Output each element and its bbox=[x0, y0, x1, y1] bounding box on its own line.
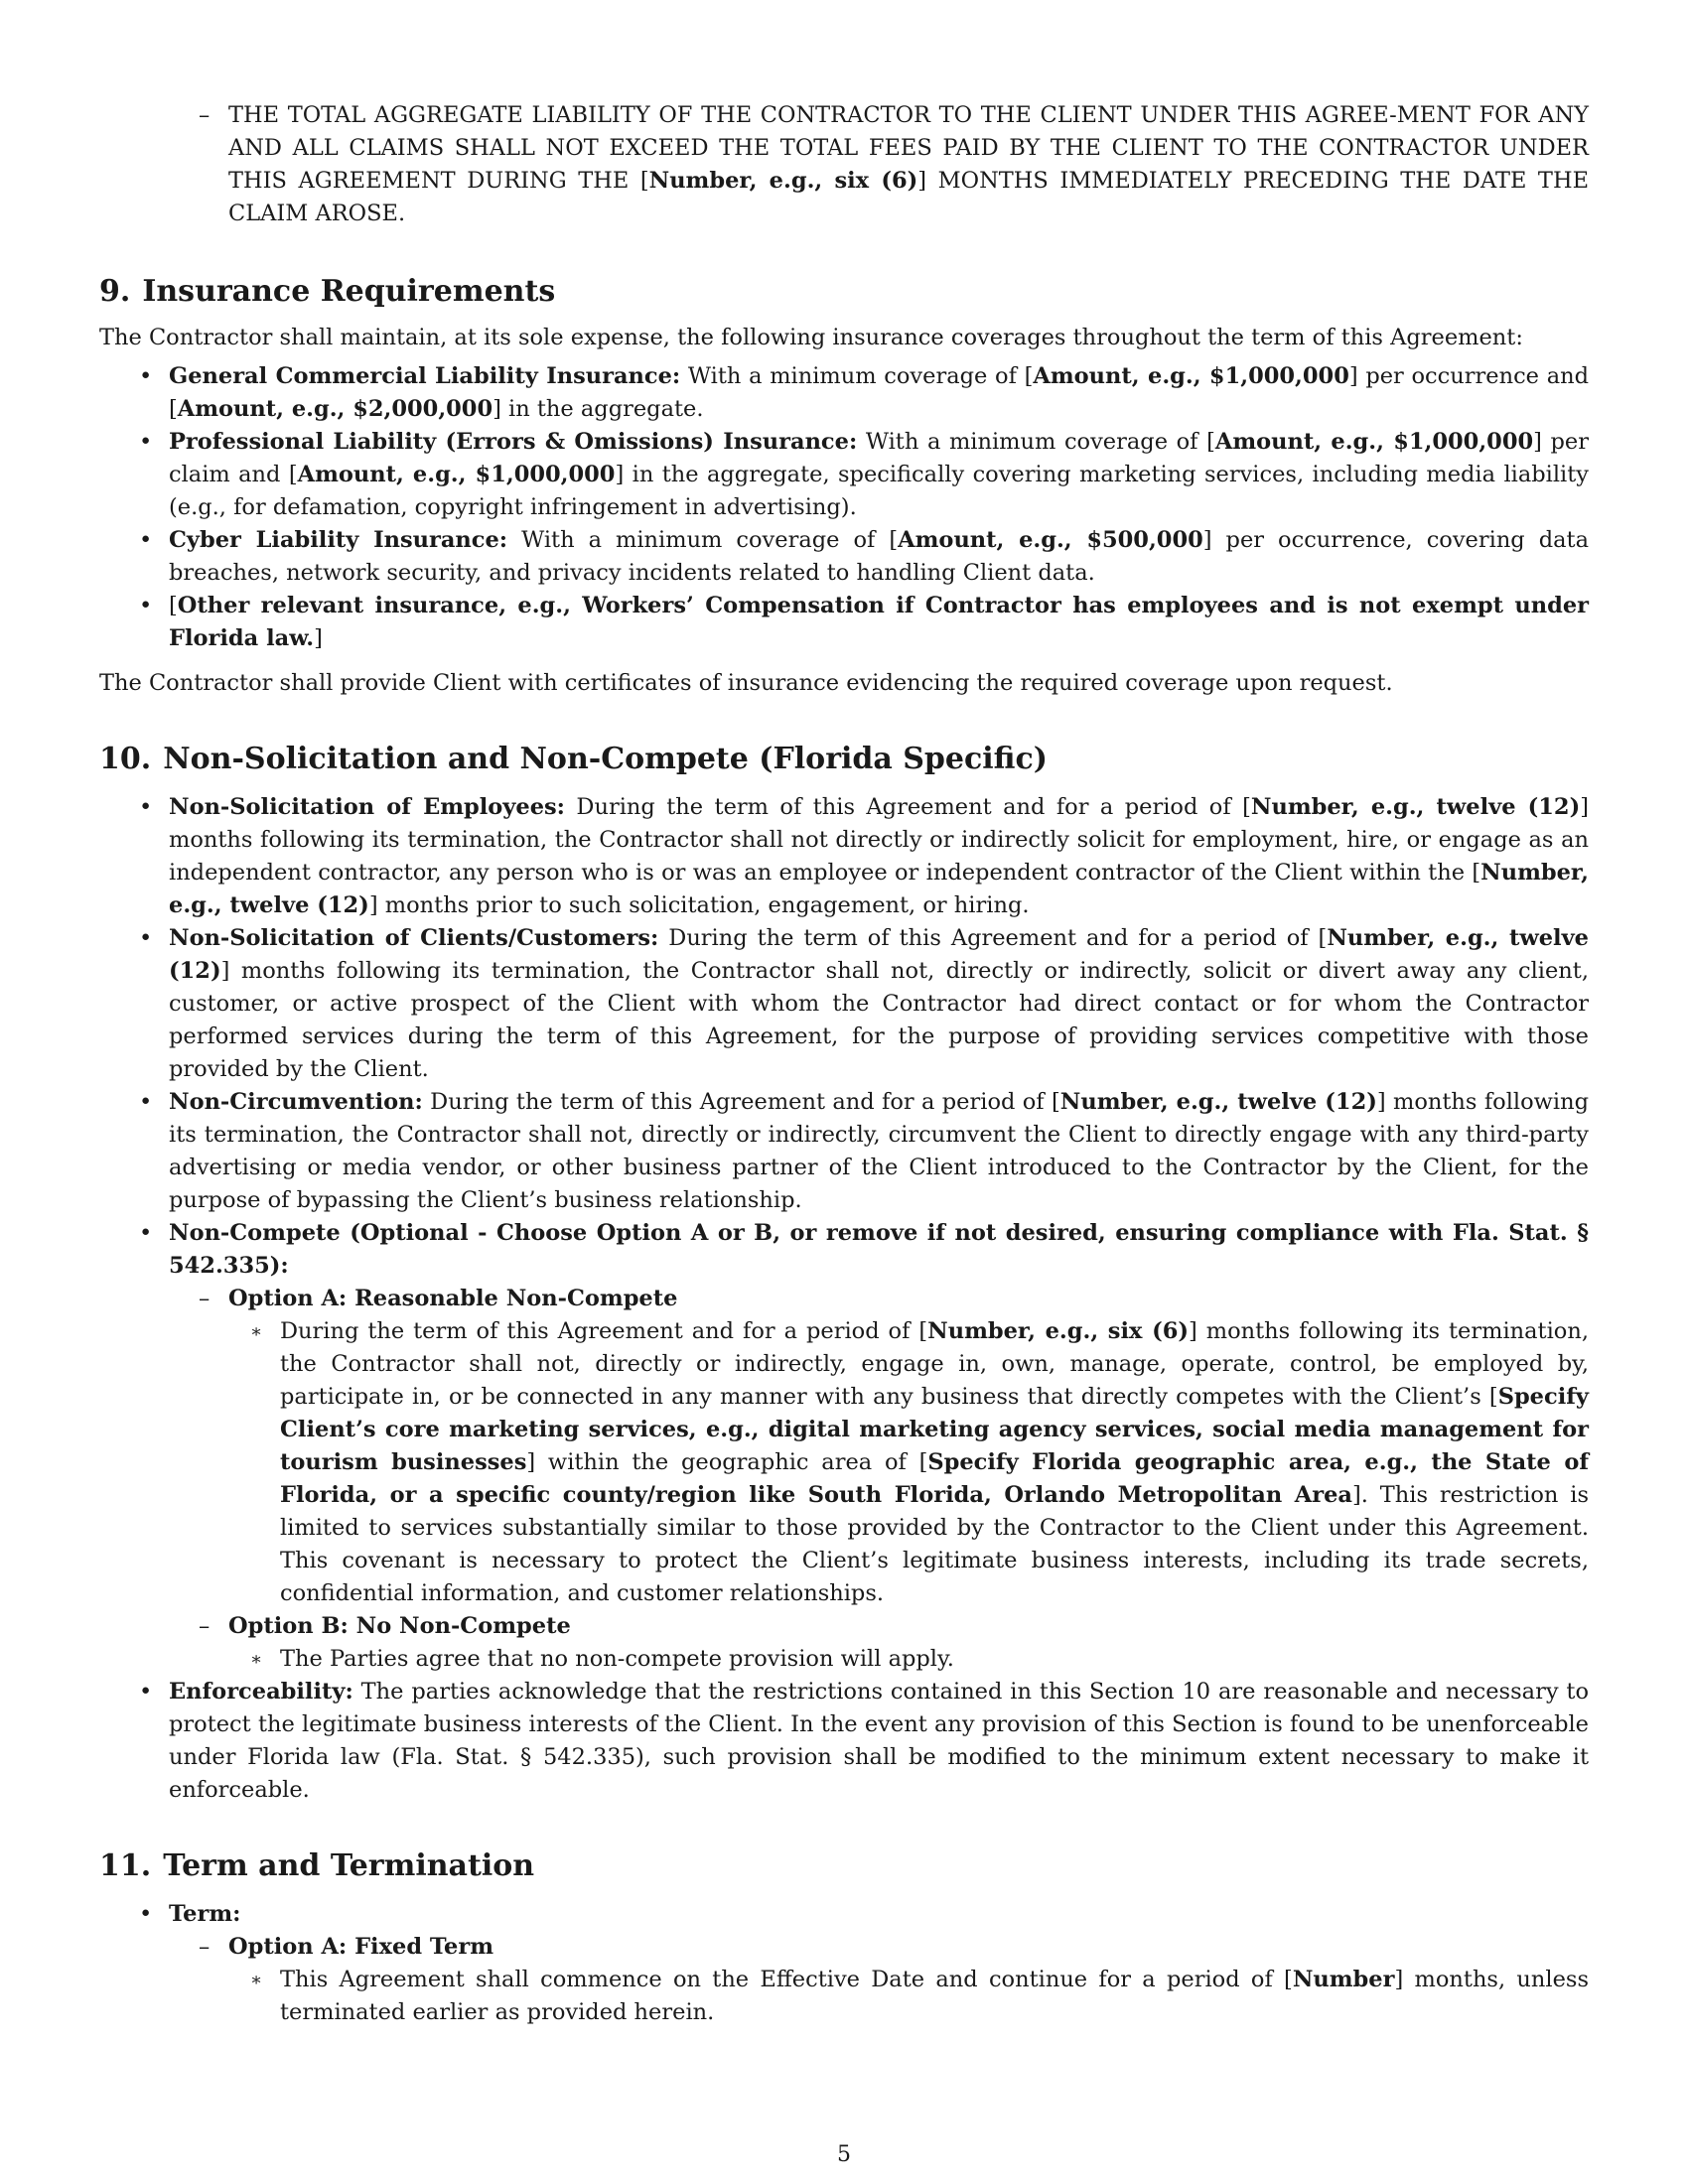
restrictive-covenants-list bbox=[99, 791, 1589, 1283]
liability-cap-clause: – THE TOTAL AGGREGATE LIABILITY OF THE CONTRACTOR TO THE CLIENT UNDER THIS AGREE-MENT FOR ANY AND ALL CLAIMS SHALL NOT EXCEED THE TOTAL FEES PAID BY THE CLIENT TO THE CONTRACTOR UNDER THIS AGREEMENT DURING THE [Number, e.g., six (6)] MONTHS IMMEDIATELY PRECEDING THE DATE THE CLAIM AROSE. bbox=[99, 99, 1589, 230]
section-heading-10: 10. Non-Solicitation and Non-Compete (Florida Specific) bbox=[99, 742, 1048, 776]
insurance-list bbox=[99, 360, 1589, 655]
document-page bbox=[99, 99, 1589, 2029]
enforceability-list bbox=[99, 1676, 1589, 1807]
list-item: • [Other relevant insurance, e.g., Workers’ Compensation if Contractor has employees and is not exempt under Florida law.] bbox=[139, 593, 1589, 651]
sub-item-option-b: – Option B: No Non-Compete bbox=[199, 1613, 571, 1639]
list-item: • Cyber Liability Insurance: With a minimum coverage of [Amount, e.g., $500,000] per occurrence, covering data breaches, network security, and privacy incidents related to handling Client data. bbox=[139, 527, 1590, 586]
page-number: 5 bbox=[837, 2142, 851, 2167]
section-heading-9: 9. Insurance Requirements bbox=[99, 274, 556, 309]
section-heading-11: 11. Term and Termination bbox=[99, 1848, 535, 1883]
term-list bbox=[99, 1898, 1589, 1931]
list-item: • Non-Solicitation of Employees: During the term of this Agreement and for a period of [Number, e.g., twelve (12)] months following its termination, the Contractor shall not directly or indirectly solicit for employment, hire, or engage as an independent contractor, any person who is or was an employee or independent contractor of the Client within the [Number, e.g., twelve (12)] months prior to such solicitation, engagement, or hiring. bbox=[139, 794, 1590, 918]
list-item: • Non-Solicitation of Clients/Customers: During the term of this Agreement and for a period of [Number, e.g., twelve (12)] months following its termination, the Contractor shall not, directly or indirectly, solicit or divert away any client, customer, or active prospect of the Client with whom the Contractor had direct contact or for whom the Contractor performed services during the term of this Agreement, for the purpose of providing services competitive with those provided by the Client. bbox=[139, 925, 1589, 1082]
list-item: • Professional Liability (Errors & Omissions) Insurance: With a minimum coverage of [Amount, e.g., $1,000,000] per claim and [Amount, e.g., $1,000,000] in the aggregate, specifically covering marketing services, including media liability (e.g., for defamation, copyright infringement in advertising). bbox=[139, 429, 1589, 520]
list-item: • Enforceability: The parties acknowledge that the restrictions contained in this Section 10 are reasonable and necessary to protect the legitimate business interests of the Client. In the event any provision of this Section is found to be unenforceable under Florida law (Fla. Stat. § 542.335), such provision shall be modified to the minimum extent necessary to make it enforceable. bbox=[139, 1679, 1589, 1803]
sub-sub-item: ∗ During the term of this Agreement and for a period of [Number, e.g., six (6)] months following its termination, the Contractor shall not, directly or indirectly, engage in, own, manage, operate, control, be employed by, participate in, or be connected in any manner with any business that directly competes with the Client’s [Specify Client’s core marketing services, e.g., digital marketing agency services, social media management for tourism businesses] within the geographic area of [Specify Florida geographic area, e.g., the State of Florida, or a specific county/region like South Florida, Orlando Metropolitan Area]. This restriction is limited to services substantially similar to those provided by the Contractor to the Client under this Agreement. This covenant is necessary to protect the Client’s legitimate business interests, including its trade secrets, confidential information, and customer relationships. bbox=[250, 1318, 1590, 1606]
list-item: • Non-Compete (Optional - Choose Option A or B, or remove if not desired, ensuring compliance with Fla. Stat. § 542.335): bbox=[139, 1220, 1589, 1279]
sub-sub-item: ∗ The Parties agree that no non-compete provision will apply. bbox=[250, 1646, 954, 1672]
sub-item-fixed-term: – Option A: Fixed Term bbox=[199, 1934, 494, 1960]
list-item: • Term: bbox=[139, 1901, 241, 1927]
sub-sub-item: ∗ This Agreement shall commence on the Effective Date and continue for a period of [Number] months, unless terminated earlier as provided herein. bbox=[250, 1967, 1589, 2025]
section-9-closing: The Contractor shall provide Client with certificates of insurance evidencing the required coverage upon request. bbox=[99, 670, 1393, 696]
list-item: • General Commercial Liability Insurance: With a minimum coverage of [Amount, e.g., $1,000,000] per occurrence and [Amount, e.g., $2,000,000] in the aggregate. bbox=[139, 363, 1589, 422]
sub-item-option-a: – Option A: Reasonable Non-Compete bbox=[199, 1286, 678, 1311]
dash-marker: – bbox=[199, 102, 211, 128]
list-item: • Non-Circumvention: During the term of this Agreement and for a period of [Number, e.g., twelve (12)] months following its termination, the Contractor shall not, directly or indirectly, circumvent the Client to directly engage with any third-party advertising or media vendor, or other business partner of the Client introduced to the Contractor by the Client, for the purpose of bypassing the Client’s business relationship. bbox=[139, 1089, 1589, 1213]
section-9-intro: The Contractor shall maintain, at its sole expense, the following insurance coverages throughout the term of this Agreement: bbox=[99, 325, 1523, 350]
